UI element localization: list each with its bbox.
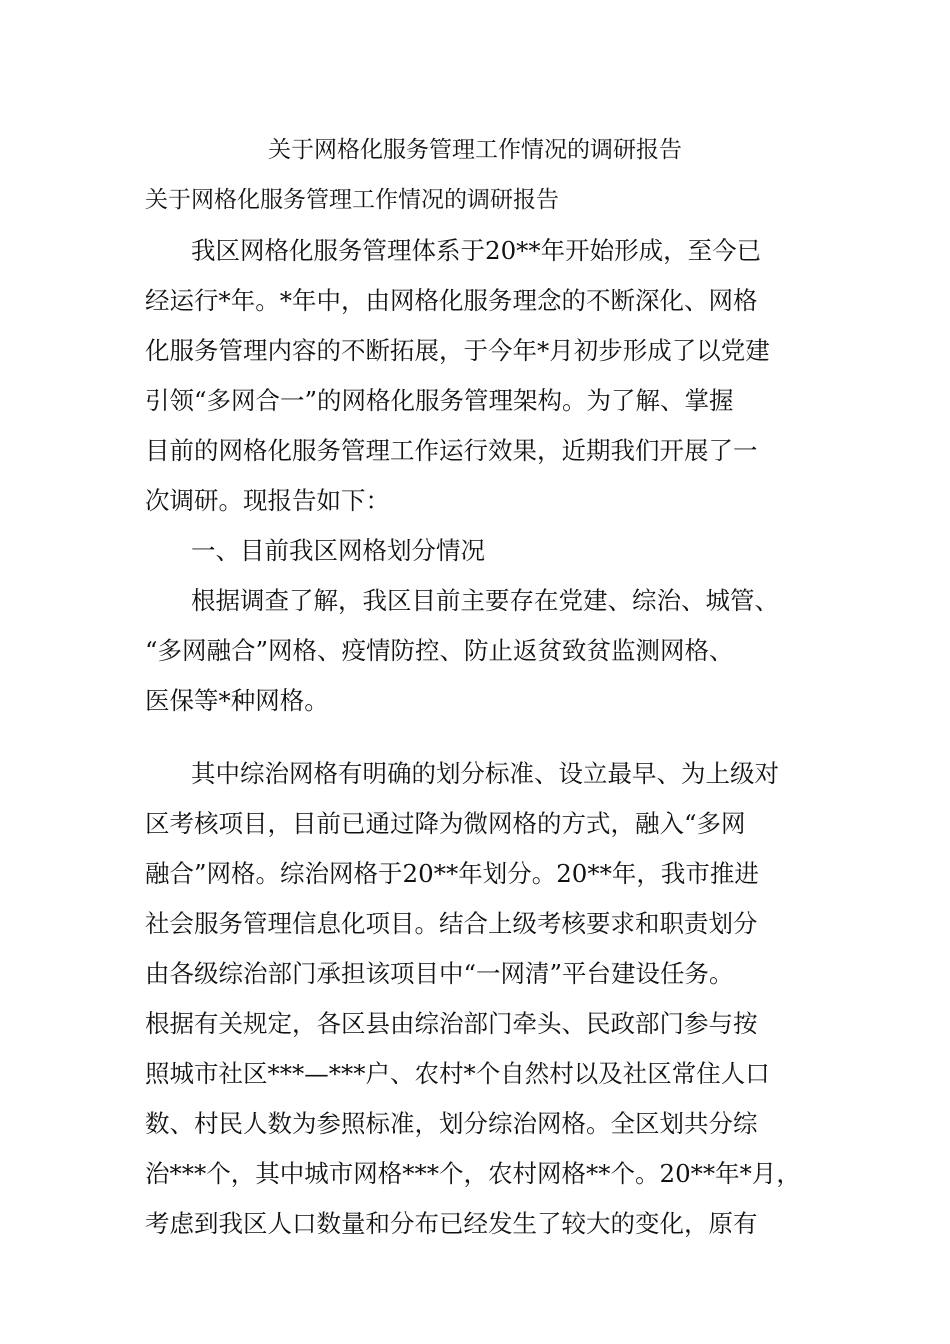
paragraph-line: 次调研。现报告如下：	[145, 486, 390, 515]
document-title: 关于网格化服务管理工作情况的调研报告	[268, 137, 682, 163]
paragraph-line: 医保等*种网格。	[145, 686, 329, 715]
paragraph-gap	[145, 729, 825, 752]
paragraph-line: 其中综治网格有明确的划分标准、设立最早、为上级对	[191, 759, 779, 788]
paragraph-line: 由各级综治部门承担该项目中“一网清”平台建设任务。	[145, 959, 734, 988]
paragraph-line: 根据有关规定，各区县由综治部门牵头、民政部门参与按	[145, 1009, 758, 1038]
paragraph-line: “多网融合”网格、疫情防控、防止返贫致贫监测网格、	[145, 636, 734, 665]
paragraph-line: 数、村民人数为参照标准，划分综治网格。全区划共分综	[145, 1109, 758, 1138]
paragraph-line: 区考核项目，目前已通过降为微网格的方式，融入“多网	[145, 809, 746, 838]
paragraph-line: 社会服务管理信息化项目。结合上级考核要求和职责划分	[145, 909, 758, 938]
paragraph-grid-types	[145, 579, 825, 729]
document-body	[145, 229, 825, 1252]
section-heading: 一、目前我区网格划分情况	[191, 536, 485, 565]
document-subtitle: 关于网格化服务管理工作情况的调研报告	[145, 187, 559, 213]
paragraph-line: 化服务管理内容的不断拓展，于今年*月初步形成了以党建	[145, 336, 770, 365]
paragraph-line: 融合”网格。综治网格于20**年划分。20**年，我市推进	[145, 859, 759, 888]
paragraph-line: 目前的网格化服务管理工作运行效果，近期我们开展了一	[145, 436, 758, 465]
paragraph-comprehensive-grid	[145, 752, 825, 1252]
paragraph-line: 根据调查了解，我区目前主要存在党建、综治、城管、	[191, 586, 779, 615]
paragraph-line: 照城市社区***—***户、农村*个自然村以及社区常住人口	[145, 1059, 770, 1088]
paragraph-line: 经运行*年。*年中，由网格化服务理念的不断深化、网格	[145, 286, 758, 315]
paragraph-line: 我区网格化服务管理体系于20**年开始形成，至今已	[191, 236, 762, 265]
paragraph-line: 引领“多网合一”的网格化服务管理架构。为了解、掌握	[145, 386, 734, 415]
paragraph-line: 考虑到我区人口数量和分布已经发生了较大的变化，原有	[145, 1209, 758, 1238]
paragraph-line: 治***个，其中城市网格***个，农村网格**个。20**年*月，	[145, 1159, 801, 1188]
paragraph-intro	[145, 229, 825, 529]
